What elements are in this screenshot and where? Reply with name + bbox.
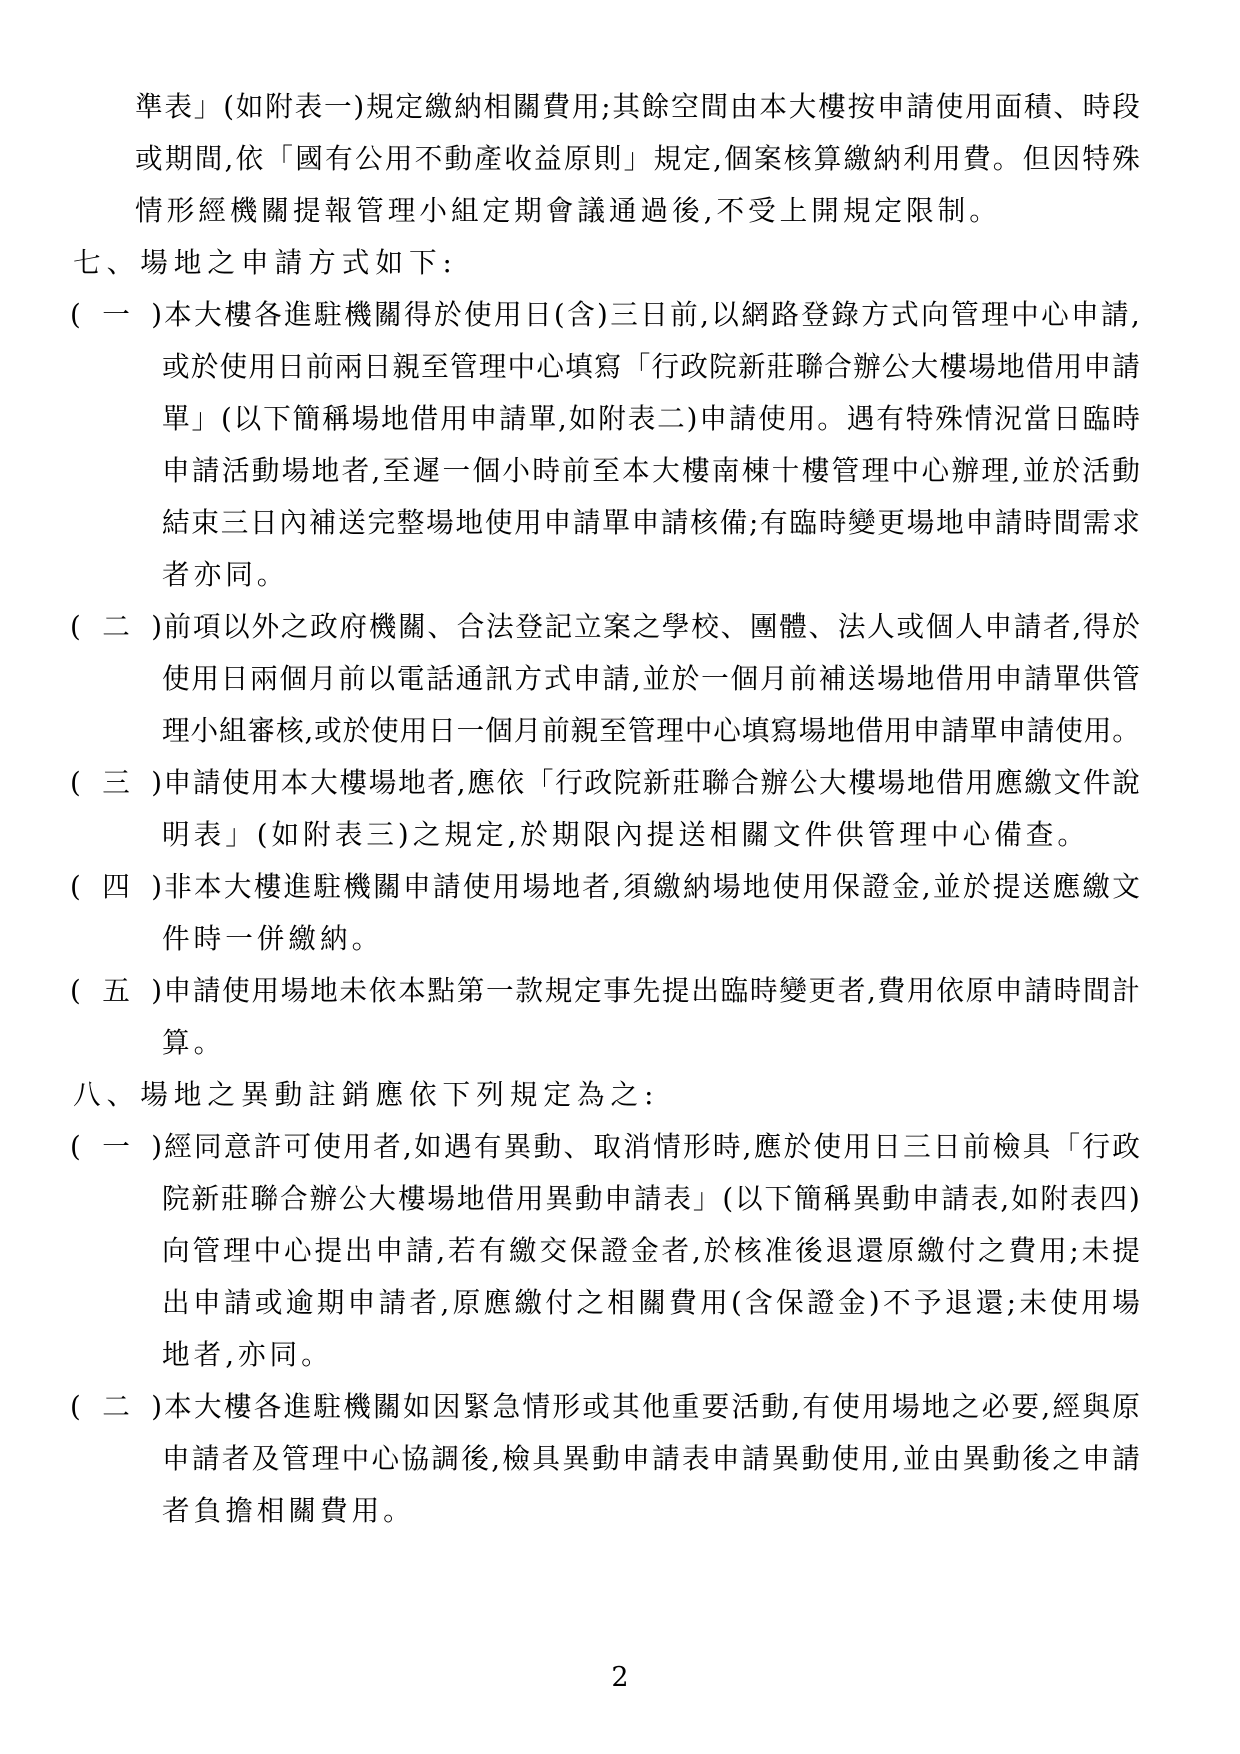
section-heading [70, 1069, 1140, 1121]
text-line: 申請活動場地者,至遲一個小時前至本大樓南棟十樓管理中心辦理,並於活動 [162, 454, 1140, 487]
page-number: 2 [611, 1662, 629, 1693]
paragraph [70, 81, 1140, 237]
numbered-item [70, 757, 1140, 861]
item-marker: (三) [70, 766, 162, 799]
text-line: (二)前項以外之政府機關、合法登記立案之學校、團體、法人或個人申請者,得於 [70, 601, 1140, 653]
item-marker: (二) [70, 1390, 162, 1423]
text-line: 或於使用日前兩日親至管理中心填寫「行政院新莊聯合辦公大樓場地借用申請 [162, 350, 1140, 383]
item-marker: (五) [70, 974, 162, 1007]
text-line: 地者,亦同。 [162, 1338, 333, 1371]
item-marker: (四) [70, 870, 162, 903]
numbered-item [70, 861, 1140, 965]
text-line: 出申請或逾期申請者,原應繳付之相關費用(含保證金)不予退還;未使用場 [162, 1286, 1140, 1319]
text-line: 院新莊聯合辦公大樓場地借用異動申請表」(以下簡稱異動申請表,如附表四) [162, 1182, 1140, 1215]
numbered-item [70, 601, 1140, 757]
item-marker: (一) [70, 1130, 162, 1163]
text-line: 申請者及管理中心協調後,檢具異動申請表申請異動使用,並由異動後之申請 [162, 1442, 1140, 1475]
text-line: 使用日兩個月前以電話通訊方式申請,並於一個月前補送場地借用申請單供管 [162, 662, 1140, 695]
item-marker: (一) [70, 298, 162, 331]
text-line: 明表」(如附表三)之規定,於期限內提送相關文件供管理中心備查。 [162, 818, 1089, 851]
text-line: (二)本大樓各進駐機關如因緊急情形或其他重要活動,有使用場地之必要,經與原 [70, 1381, 1140, 1433]
document-body [70, 81, 1140, 1537]
text-line: 或期間,依「國有公用不動產收益原則」規定,個案核算繳納利用費。但因特殊 [135, 142, 1140, 175]
text-line: 理小組審核,或於使用日一個月前親至管理中心填寫場地借用申請單申請使用。 [162, 714, 1140, 747]
numbered-item [70, 289, 1140, 601]
text-line: 向管理中心提出申請,若有繳交保證金者,於核准後退還原繳付之費用;未提 [162, 1234, 1140, 1267]
text-line: 準表」(如附表一)規定繳納相關費用;其餘空間由本大樓按申請使用面積、時段 [135, 90, 1140, 123]
text-line: (一)經同意許可使用者,如遇有異動、取消情形時,應於使用日三日前檢具「行政 [70, 1121, 1140, 1173]
section-heading [70, 237, 1140, 289]
text-line: (四)非本大樓進駐機關申請使用場地者,須繳納場地使用保證金,並於提送應繳文 [70, 861, 1140, 913]
heading-line: 七、場地之申請方式如下: [73, 246, 458, 279]
text-line: 情形經機關提報管理小組定期會議通過後,不受上開規定限制。 [135, 194, 1001, 227]
item-marker: (二) [70, 610, 162, 643]
text-line: 件時一併繳納。 [162, 922, 384, 955]
numbered-item [70, 1121, 1140, 1381]
text-line: 單」(以下簡稱場地借用申請單,如附表二)申請使用。遇有特殊情況當日臨時 [162, 402, 1140, 435]
text-line: (五)申請使用場地未依本點第一款規定事先提出臨時變更者,費用依原申請時間計 [70, 965, 1140, 1017]
text-line: 者負擔相關費用。 [162, 1494, 415, 1527]
numbered-item [70, 1381, 1140, 1537]
text-line: 結束三日內補送完整場地使用申請單申請核備;有臨時變更場地申請時間需求 [162, 506, 1140, 539]
text-line: (一)本大樓各進駐機關得於使用日(含)三日前,以網路登錄方式向管理中心申請, [70, 289, 1140, 341]
text-line: (三)申請使用本大樓場地者,應依「行政院新莊聯合辦公大樓場地借用應繳文件說 [70, 757, 1140, 809]
text-line: 者亦同。 [162, 558, 289, 591]
text-line: 算。 [162, 1026, 226, 1059]
heading-line: 八、場地之異動註銷應依下列規定為之: [73, 1078, 660, 1111]
numbered-item [70, 965, 1140, 1069]
